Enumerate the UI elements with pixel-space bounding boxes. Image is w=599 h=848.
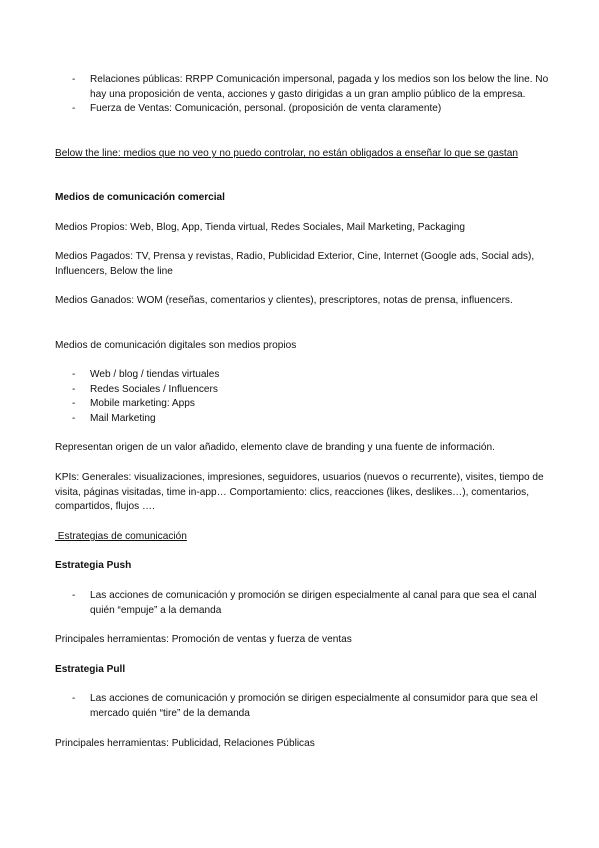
push-tools: Principales herramientas: Promoción de ventas y fuerza de ventas	[55, 634, 352, 645]
push-heading: Estrategia Push	[55, 560, 132, 571]
list-item-text: Mail Marketing	[90, 412, 156, 424]
bullet-dash: -	[72, 74, 76, 85]
list-item-text: Web / blog / tiendas virtuales	[90, 369, 220, 380]
list-item	[55, 397, 550, 412]
below-the-line-definition: Below the line: medios que no veo y no puedo controlar, no están obligados a enseñar lo que se gastan	[55, 148, 518, 159]
medios-ganados: Medios Ganados: WOM (reseñas, comentarios y clientes), prescriptores, notas de prensa, influencers.	[55, 295, 513, 306]
estrategias-heading: Estrategias de comunicación	[55, 531, 187, 542]
top-bullet-list	[55, 73, 550, 117]
kpis-paragraph: KPIs: Generales: visualizaciones, impresiones, seguidores, usuarios (nuevos o recurrente), visites, tiempo de visita, páginas visitadas, time in-app… Comportamiento: clics, reacciones (likes, deslikes…), comentarios, compartidos, flujos ….	[55, 472, 544, 513]
bullet-dash: -	[72, 383, 76, 395]
list-item	[55, 368, 550, 383]
list-item-text: Redes Sociales / Influencers	[90, 383, 218, 395]
pull-heading: Estrategia Pull	[55, 664, 126, 675]
medios-pagados: Medios Pagados: TV, Prensa y revistas, Radio, Publicidad Exterior, Cine, Internet (Google ads, Social ads), Influencers, Below the line	[55, 251, 535, 277]
list-item	[55, 102, 550, 117]
list-item-text: Fuerza de Ventas: Comunicación, personal. (proposición de venta claramente)	[90, 103, 442, 115]
bullet-dash: -	[72, 103, 76, 115]
pull-tools: Principales herramientas: Publicidad, Relaciones Públicas	[55, 738, 315, 749]
list-item	[55, 692, 550, 721]
bullet-dash: -	[72, 369, 76, 380]
bullet-dash: -	[72, 412, 76, 424]
pull-bullet-list	[55, 692, 550, 721]
digitales-bullet-list	[55, 368, 550, 426]
bullet-dash: -	[72, 693, 76, 704]
list-item	[55, 412, 550, 427]
list-item-text: Las acciones de comunicación y promoción se dirigen especialmente al canal para que sea el canal quién “empuje” a la demanda	[90, 590, 537, 616]
list-item-text: Las acciones de comunicación y promoción se dirigen especialmente al consumidor para que sea el mercado quién “tire” de la demanda	[90, 693, 538, 719]
bullet-dash: -	[72, 590, 76, 601]
medios-heading: Medios de comunicación comercial	[55, 192, 225, 203]
bullet-dash: -	[72, 398, 76, 410]
list-item	[55, 383, 550, 398]
digitales-intro: Medios de comunicación digitales son medios propios	[55, 340, 297, 351]
list-item	[55, 589, 550, 618]
list-item-text: Relaciones públicas: RRPP Comunicación impersonal, pagada y los medios son los below the line. No hay una proposición de venta, acciones y gasto dirigidas a un gran amplio público de la empresa.	[90, 74, 549, 100]
push-bullet-list	[55, 589, 550, 618]
medios-propios: Medios Propios: Web, Blog, App, Tienda virtual, Redes Sociales, Mail Marketing, Packaging	[55, 222, 465, 233]
representan-paragraph: Representan origen de un valor añadido, elemento clave de branding y una fuente de información.	[55, 442, 495, 453]
list-item	[55, 73, 550, 102]
list-item-text: Mobile marketing: Apps	[90, 398, 195, 410]
